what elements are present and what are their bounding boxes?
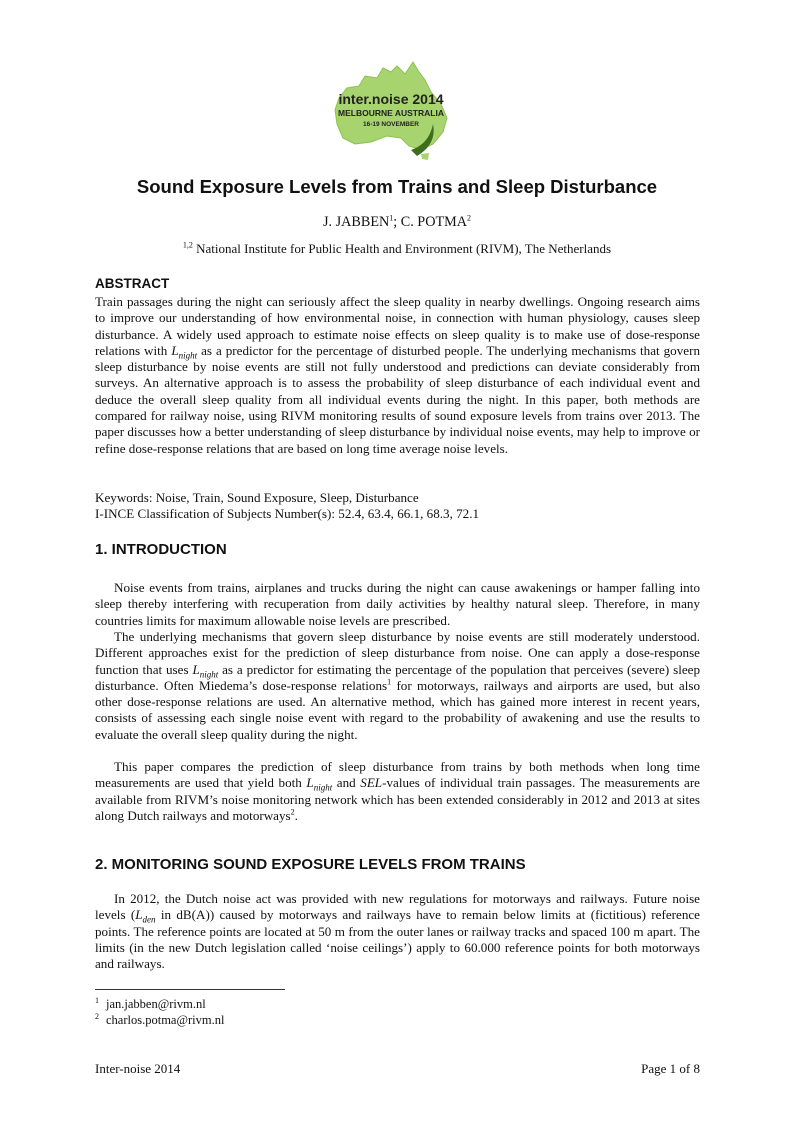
- affiliation-sup: 1,2: [182, 240, 193, 250]
- sec2-lden-symbol: L: [135, 907, 143, 923]
- intro2-text-c: for motorways, railways and airports are used, but also other dose-response relations are used. An alternative method, which has gained more interest in recent years, consists of assessing each single noise event with regard to the probability of awakening and use the results to evaluate the overall sleep quality during the night.: [95, 677, 701, 742]
- author-separator: ;: [393, 214, 401, 230]
- intro-paragraph-1: Noise events from trains, airplanes and trucks during the night can cause awakenings or hamper falling into sleep thereby interfering with recuperation from daily activities by healthy natural sleep. Therefore, in many countries limits for maximum allowable noise levels are prescribed.: [95, 580, 700, 628]
- footnote-1: [95, 996, 206, 1012]
- abstract-lnight-symbol: L: [171, 342, 179, 358]
- intro-paragraph-2: [95, 629, 700, 743]
- intro2-text-a: The underlying mechanisms that govern sleep disturbance by noise events are still moderately understood. Different approaches exist for the prediction of sleep disturbance from noise. One can apply a dose-response function that uses: [95, 629, 700, 677]
- section-2-paragraph-1: [95, 891, 700, 972]
- intro3-sel-symbol: SEL: [360, 775, 383, 791]
- conference-logo: [325, 58, 457, 166]
- intro3-lnight-symbol: L: [306, 775, 314, 791]
- footnote-divider: [95, 989, 285, 990]
- footnote-ref-1: 1: [387, 677, 392, 687]
- abstract-lnight-sub: night: [178, 350, 198, 361]
- author-1: J. JABBEN: [323, 214, 390, 230]
- intro3-text-c: -values of individual train passages. The measurements are available from RIVM’s noise monitoring network which has been extended considerably in 2012 and 2013 at sites along Dutch railways and motorways: [95, 775, 700, 823]
- author-2-sup: 2: [466, 213, 471, 223]
- section-1-heading: 1. INTRODUCTION: [95, 541, 227, 558]
- classification-line: I-INCE Classification of Subjects Number(s): 52.4, 63.4, 66.1, 68.3, 72.1: [95, 506, 480, 522]
- affiliation-text: National Institute for Public Health and Environment (RIVM), The Netherlands: [192, 241, 612, 256]
- abstract-text-1: Train passages during the night can seriously affect the sleep quality in nearby dwellings. Ongoing research aims to improve our understanding of how environmental noise, in connection with human physiology, causes sleep disturbance. A widely used approach to estimate noise effects on sleep quality is to make use of dose-response relations with: [95, 294, 700, 358]
- author-1-sup: 1: [389, 213, 394, 223]
- footnote-2: [95, 1012, 224, 1028]
- intro2-lnight-symbol: L: [192, 661, 200, 677]
- intro3-text-b: and: [332, 775, 361, 791]
- intro2-lnight-sub: night: [199, 669, 219, 680]
- tasmania-shape: [421, 153, 429, 160]
- footnote-2-mark: 2: [95, 1012, 99, 1021]
- sec2-text-a: In 2012, the Dutch noise act was provided with new regulations for motorways and railways. Future noise levels (: [95, 891, 700, 923]
- affiliation-line: [0, 241, 794, 257]
- sec2-lden-sub: den: [142, 914, 156, 925]
- footnote-1-mark: 1: [95, 996, 99, 1005]
- paper-title: Sound Exposure Levels from Trains and Sleep Disturbance: [136, 176, 658, 197]
- footnote-2-email-link[interactable]: charlos.potma@rivm.nl: [106, 1013, 225, 1028]
- abstract-paragraph: [95, 294, 700, 457]
- abstract-text-2: as a predictor for the percentage of disturbed people. The underlying mechanisms that govern sleep disturbance by noise events are still not fully understood and predictions can deviate considerably from surveys. An alternative approach is to assess the probability of sleep disturbance of each individual event and deduce the overall sleep quality from all individual events during the night. In this paper, both methods are compared for railway noise, using RIVM monitoring results of sound exposure levels from trains over 2013. The paper discusses how a better understanding of sleep disturbance by individual noise events, may help to improve or refine dose-response relations that are based on long time average noise levels.: [95, 342, 700, 456]
- intro3-lnight-sub: night: [313, 782, 333, 793]
- logo-line2: MELBOURNE AUSTRALIA: [338, 108, 444, 118]
- keywords-block: [95, 490, 479, 523]
- sec2-text-b: in dB(A)) caused by motorways and railways have to remain below limits at (fictitious) reference points. The reference points are located at 50 m from the outer lanes or railway tracks and spaced 100 m apart. The limits (in the new Dutch legislation called ‘noise ceilings’) apply to 60.000 reference points for both motorways and railways.: [95, 907, 700, 972]
- author-2: C. POTMA: [400, 214, 467, 230]
- keywords-line: Keywords: Noise, Train, Sound Exposure, Sleep, Disturbance: [95, 490, 419, 505]
- intro2-text-b: as a predictor for estimating the percentage of the population that perceives (severe) sleep disturbance. Often Miedema’s dose-response relations: [95, 661, 700, 693]
- intro3-text-d: .: [294, 807, 298, 823]
- footer-conference: Inter-noise 2014: [95, 1061, 181, 1076]
- footer-page-number: Page 1 of 8: [641, 1061, 700, 1076]
- logo-line1: inter.noise 2014: [338, 91, 444, 107]
- intro-paragraph-3: [95, 759, 700, 824]
- section-2-heading: 2. MONITORING SOUND EXPOSURE LEVELS FROM TRAINS: [95, 856, 526, 873]
- footnote-1-email-link[interactable]: jan.jabben@rivm.nl: [106, 997, 206, 1012]
- footnote-ref-2: 2: [290, 807, 295, 817]
- logo-line3: 16-19 NOVEMBER: [363, 121, 419, 128]
- authors-line: [0, 214, 794, 231]
- intro3-text-a: This paper compares the prediction of sleep disturbance from trains by both methods when long time measurements are used that yield both: [95, 759, 700, 791]
- abstract-heading: ABSTRACT: [95, 276, 170, 291]
